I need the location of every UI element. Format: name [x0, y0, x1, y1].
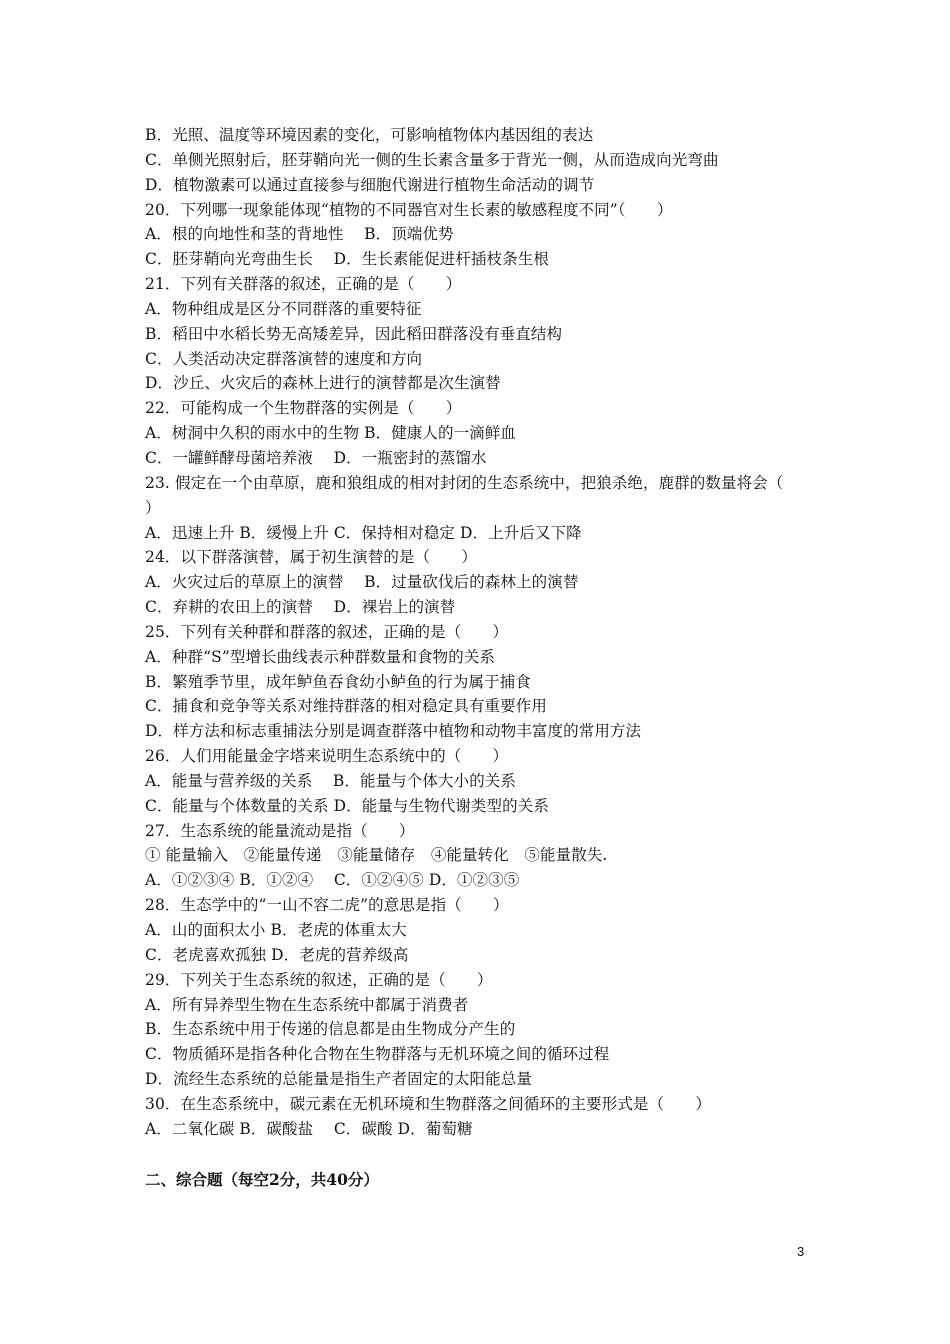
text-line: A．物种组成是区分不同群落的重要特征: [145, 299, 422, 318]
text-line: A．火灾过后的草原上的演替 B．过量砍伐后的森林上的演替: [145, 573, 579, 592]
text-line: ）: [145, 498, 161, 517]
text-line: C．人类活动决定群落演替的速度和方向: [145, 349, 423, 368]
text-line: A．①②③④ B．①②④ C．①②④⑤ D．①②③⑤: [145, 871, 520, 890]
text-line: ① 能量输入 ②能量传递 ③能量储存 ④能量转化 ⑤能量散失.: [145, 846, 608, 865]
text-line: C．老虎喜欢孤独 D．老虎的营养级高: [145, 945, 409, 964]
text-line: B．稻田中水稻长势无高矮差异，因此稻田群落没有垂直结构: [145, 324, 563, 343]
text-line: 28．生态学中的“一山不容二虎”的意思是指（ ）: [145, 896, 509, 915]
text-line: D．沙丘、火灾后的森林上进行的演替都是次生演替: [145, 374, 501, 393]
text-line: A．种群“S”型增长曲线表示种群数量和食物的关系: [145, 647, 496, 666]
text-line: A．所有异养型生物在生态系统中都属于消费者: [145, 995, 469, 1014]
text-line: 27．生态系统的能量流动是指（ ）: [145, 821, 415, 840]
text-line: C．能量与个体数量的关系 D．能量与生物代谢类型的关系: [145, 796, 549, 815]
text-line: 22．可能构成一个生物群落的实例是（ ）: [145, 399, 462, 418]
question-text: [145, 123, 825, 1142]
text-line: C．一罐鲜酵母菌培养液 D．一瓶密封的蒸馏水: [145, 448, 487, 467]
text-line: B．生态系统中用于传递的信息都是由生物成分产生的: [145, 1020, 516, 1039]
text-line: 20．下列哪一现象能体现“植物的不同器官对生长素的敏感程度不同”（ ）: [145, 200, 673, 219]
text-line: C．物质循环是指各种化合物在生物群落与无机环境之间的循环过程: [145, 1045, 610, 1064]
text-line: D．样方法和标志重捕法分别是调查群落中植物和动物丰富度的常用方法: [145, 722, 642, 741]
text-line: D．植物激素可以通过直接参与细胞代谢进行植物生命活动的调节: [145, 175, 595, 194]
text-line: 25．下列有关种群和群落的叙述，正确的是（ ）: [145, 622, 509, 641]
page-number: 3: [797, 1244, 805, 1259]
text-line: B．光照、温度等环境因素的变化，可影响植物体内基因组的表达: [145, 126, 594, 144]
text-line: C．捕食和竞争等关系对维持群落的相对稳定具有重要作用: [145, 697, 547, 716]
text-line: 21．下列有关群落的叙述，正确的是（ ）: [145, 275, 462, 294]
text-line: C．胚芽鞘向光弯曲生长 D．生长素能促进杆插枝条生根: [145, 250, 549, 269]
text-line: 23. 假定在一个由草原，鹿和狼组成的相对封闭的生态系统中，把狼杀绝，鹿群的数量将会（: [145, 473, 784, 492]
text-line: C．单侧光照射后，胚芽鞘向光一侧的生长素含量多于背光一侧，从而造成向光弯曲: [145, 150, 719, 169]
text-line: D．流经生态系统的总能量是指生产者固定的太阳能总量: [145, 1070, 532, 1089]
text-line: 29．下列关于生态系统的叙述，正确的是（ ）: [145, 970, 493, 989]
text-line: 26．人们用能量金字塔来说明生态系统中的（ ）: [145, 747, 509, 766]
section-title: 二、综合题（每空2分，共40分）: [145, 1170, 379, 1189]
text-line: 24．以下群落演替，属于初生演替的是（ ）: [145, 548, 477, 567]
text-line: A．迅速上升 B．缓慢上升 C．保持相对稳定 D．上升后又下降: [145, 523, 582, 542]
text-line: A．树洞中久积的雨水中的生物 B．健康人的一滴鲜血: [145, 424, 517, 443]
text-line: C．弃耕的农田上的演替 D．裸岩上的演替: [145, 598, 456, 617]
text-line: A．山的面积太小 B．老虎的体重太大: [145, 921, 407, 939]
text-line: A．根的向地性和茎的背地性 B．顶端优势: [145, 225, 454, 244]
text-line: B．繁殖季节里，成年鲈鱼吞食幼小鲈鱼的行为属于捕食: [145, 672, 531, 691]
text-line: A．能量与营养级的关系 B．能量与个体大小的关系: [145, 771, 517, 790]
text-line: 30．在生态系统中，碳元素在无机环境和生物群落之间循环的主要形式是（ ）: [145, 1094, 711, 1113]
text-line: A．二氧化碳 B．碳酸盐 C．碳酸 D．葡萄糖: [145, 1119, 473, 1138]
